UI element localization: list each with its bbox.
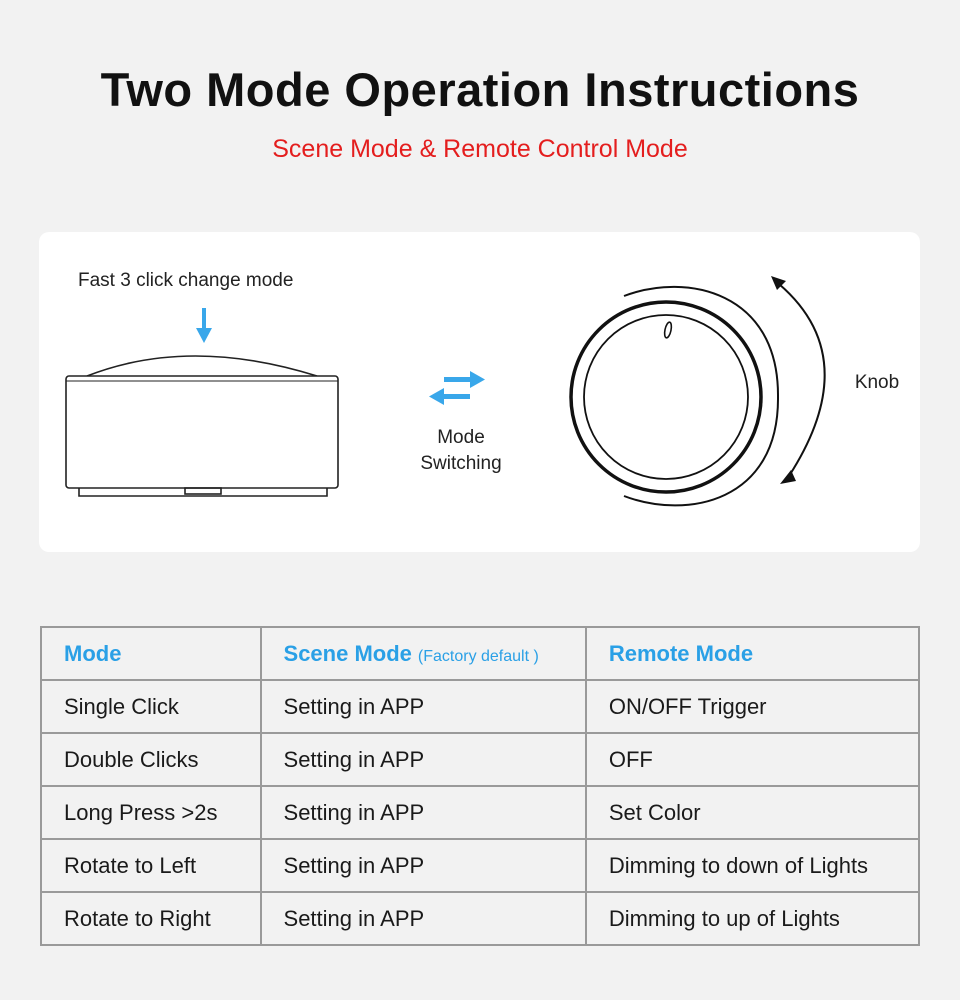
mode-switching-line2: Switching xyxy=(420,453,502,474)
table-row xyxy=(41,786,919,839)
table-row xyxy=(41,892,919,945)
rotation-arrow-icon xyxy=(771,276,825,484)
table-row xyxy=(41,733,919,786)
press-label: Fast 3 click change mode xyxy=(78,270,294,291)
table-row xyxy=(41,839,919,892)
cell-remote: Dimming to down of Lights xyxy=(586,839,919,892)
mode-table xyxy=(40,626,920,946)
page-title: Two Mode Operation Instructions xyxy=(100,63,860,116)
knob-label: Knob xyxy=(854,372,900,393)
device-top-dome xyxy=(87,356,317,376)
header-scene-note: (Factory default ) xyxy=(417,647,539,665)
knob-outer-ring xyxy=(571,302,761,492)
device-side-view xyxy=(66,356,338,496)
page-subtitle: Scene Mode & Remote Control Mode xyxy=(272,135,688,163)
diagram-panel xyxy=(39,232,920,552)
cell-remote: ON/OFF Trigger xyxy=(586,680,919,733)
press-arrow-icon xyxy=(196,308,212,343)
cell-mode: Rotate to Right xyxy=(41,892,261,945)
header-scene-label: Scene Mode xyxy=(283,640,412,666)
table-row xyxy=(41,680,919,733)
mode-switching-line1: Mode xyxy=(437,427,485,448)
cell-scene: Setting in APP xyxy=(261,839,586,892)
mode-switching-label xyxy=(391,425,531,477)
header-remote-mode: Remote Mode xyxy=(586,627,919,680)
knob-illustration xyxy=(571,287,778,506)
header-mode: Mode xyxy=(41,627,261,680)
cell-remote: OFF xyxy=(586,733,919,786)
cell-scene: Setting in APP xyxy=(261,733,586,786)
table-header-row xyxy=(41,627,919,680)
device-body xyxy=(66,376,338,488)
cell-scene: Setting in APP xyxy=(261,786,586,839)
header-scene-mode xyxy=(261,627,586,680)
cell-mode: Long Press >2s xyxy=(41,786,261,839)
cell-remote: Dimming to up of Lights xyxy=(586,892,919,945)
cell-scene: Setting in APP xyxy=(261,680,586,733)
switch-arrows-icon xyxy=(429,371,485,405)
device-base-button xyxy=(185,488,221,494)
cell-scene: Setting in APP xyxy=(261,892,586,945)
cell-mode: Double Clicks xyxy=(41,733,261,786)
cell-mode: Rotate to Left xyxy=(41,839,261,892)
cell-mode: Single Click xyxy=(41,680,261,733)
cell-remote: Set Color xyxy=(586,786,919,839)
